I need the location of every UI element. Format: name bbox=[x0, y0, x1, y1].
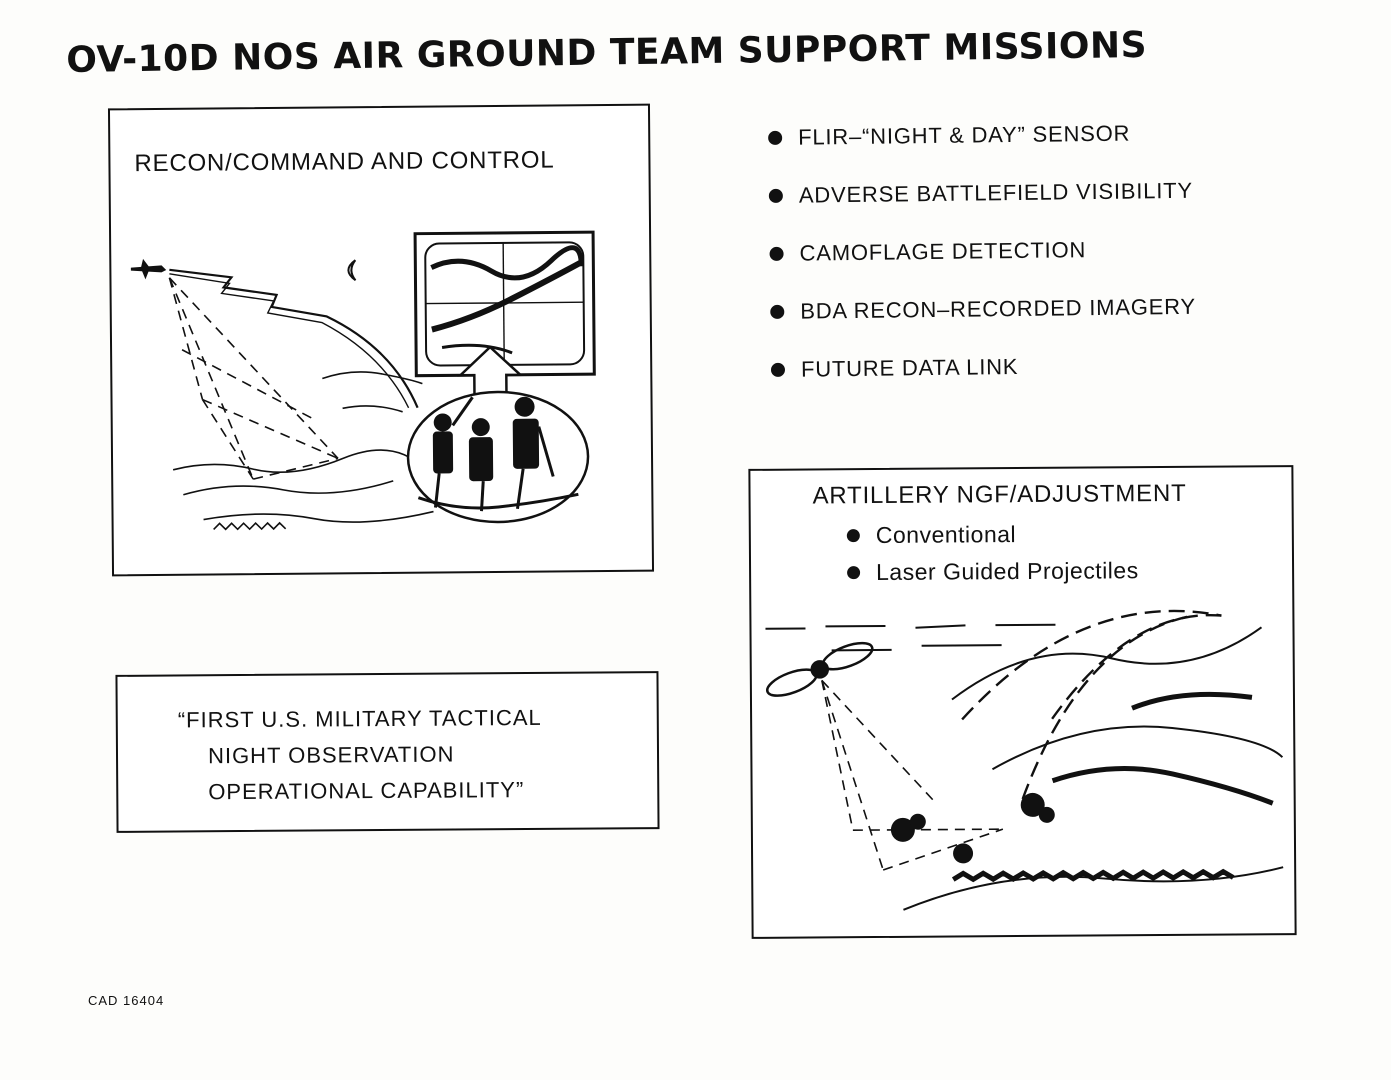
capability-label: ADVERSE BATTLEFIELD VISIBILITY bbox=[798, 177, 1194, 208]
explosion-illustration bbox=[891, 793, 1055, 864]
recon-panel bbox=[108, 104, 654, 577]
capability-item bbox=[771, 352, 1197, 415]
capability-label: BDA RECON–RECORDED IMAGERY bbox=[800, 293, 1197, 324]
aircraft-icon bbox=[131, 260, 165, 278]
bullet-icon bbox=[771, 363, 785, 377]
capability-label: FLIR–“NIGHT & DAY” SENSOR bbox=[797, 120, 1131, 150]
quote-text bbox=[178, 700, 543, 811]
capability-list bbox=[768, 120, 1197, 415]
artillery-panel bbox=[748, 465, 1296, 939]
bullet-icon bbox=[769, 189, 783, 203]
artillery-panel-heading: ARTILLERY NGF/ADJUSTMENT bbox=[812, 479, 1187, 510]
monitor-display bbox=[415, 232, 594, 376]
page-title: OV-10D NOS AIR GROUND TEAM SUPPORT MISSIONS bbox=[66, 24, 1148, 81]
bullet-icon bbox=[769, 247, 783, 261]
artillery-item-label: Conventional bbox=[875, 521, 1017, 549]
quote-line: “FIRST U.S. MILITARY TACTICAL bbox=[177, 704, 542, 733]
bullet-icon bbox=[770, 305, 784, 319]
capability-item bbox=[769, 236, 1195, 299]
capability-item bbox=[768, 120, 1194, 183]
lightning-bolt bbox=[169, 268, 417, 410]
capability-label: FUTURE DATA LINK bbox=[800, 353, 1019, 382]
bullet-icon bbox=[768, 131, 782, 145]
artillery-item-label: Laser Guided Projectiles bbox=[875, 557, 1139, 586]
moon-icon bbox=[348, 260, 355, 280]
artillery-illustration bbox=[750, 467, 1294, 937]
recon-panel-heading: RECON/COMMAND AND CONTROL bbox=[134, 146, 555, 178]
capability-label: CAMOFLAGE DETECTION bbox=[799, 237, 1087, 266]
footer-code: CAD 16404 bbox=[88, 993, 165, 1008]
helicopter-icon bbox=[764, 638, 876, 701]
quote-line: OPERATIONAL CAPABILITY” bbox=[208, 777, 525, 805]
capability-item bbox=[769, 178, 1195, 241]
capability-item bbox=[770, 294, 1196, 357]
quote-line: NIGHT OBSERVATION bbox=[207, 741, 455, 769]
recon-illustration bbox=[110, 106, 652, 575]
soldiers-illustration bbox=[407, 391, 588, 523]
quote-panel bbox=[115, 671, 659, 833]
